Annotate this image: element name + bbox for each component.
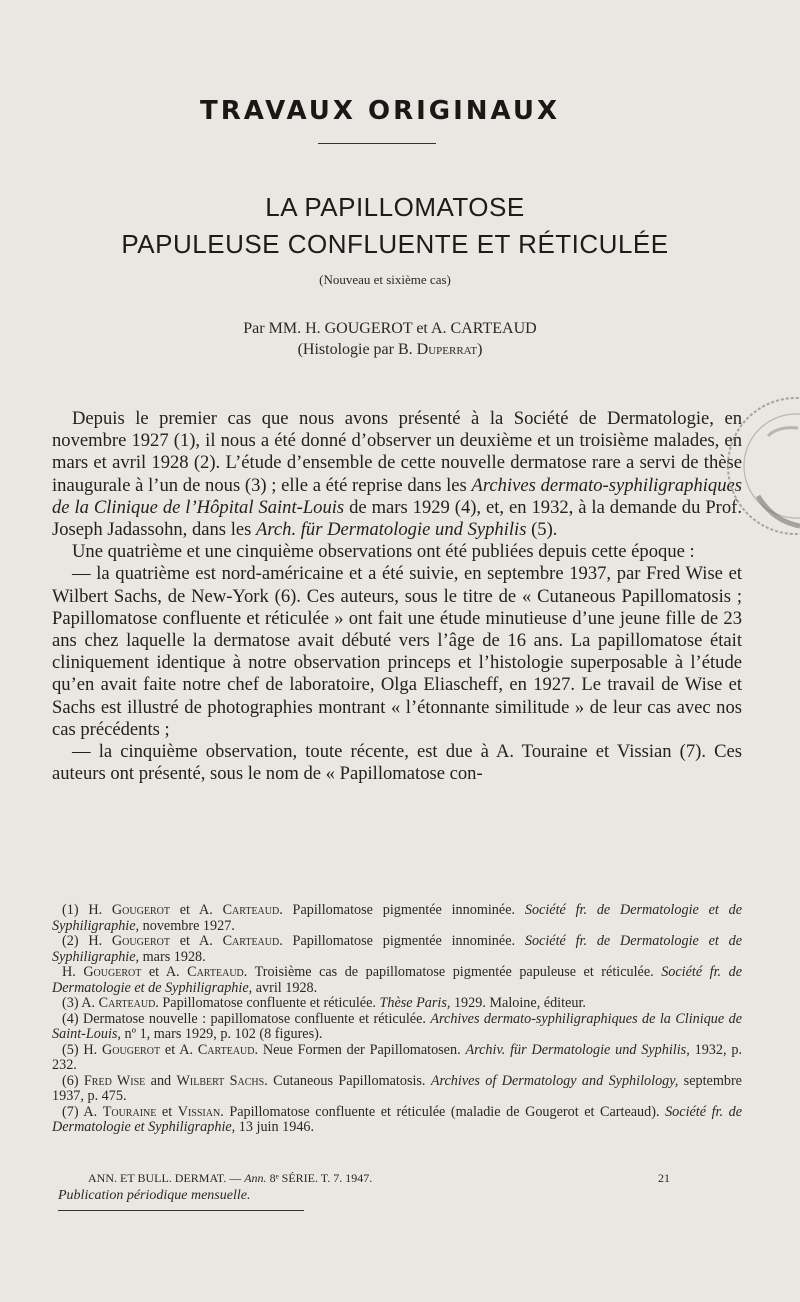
footnote-run: Gougerot (111, 933, 170, 949)
paragraph-observations: Une quatrième et une cinquième observations ont été publiées depuis cette époque : (72, 541, 695, 563)
running-footer (88, 1171, 670, 1186)
footnote-run: . Papillomatose pigmentée innominée. (279, 933, 525, 949)
author-prefix: Par MM. H. (243, 320, 325, 337)
paragraph-fifth-case: — la cinquième observation, toute récente, est due à A. Touraine et Vissian (7). Ces auteurs ont présenté, sous le nom de « Papillomatose con- (52, 741, 742, 785)
histology-author: Duperrat (416, 341, 478, 358)
footnote-run: Société fr. de Dermatologie et de Syphiligraphie, (52, 964, 742, 996)
footnotes (52, 903, 742, 1136)
footnote (52, 1012, 742, 1043)
author-line (0, 318, 780, 339)
histology-prefix: (Histologie par B. (297, 341, 417, 358)
footnote-run: . Papillomatose confluente et réticulée. (155, 995, 380, 1011)
footnote-run: Gougerot (111, 902, 170, 918)
footnote (52, 934, 742, 965)
article-body (52, 408, 742, 785)
author-gougerot: GOUGEROT (324, 320, 413, 337)
article-subtitle: (Nouveau et sixième cas) (319, 272, 451, 287)
footnote-run: Archives of Dermatology and Syphilology, (430, 1072, 679, 1089)
intro-run: de mars 1929 (4), et, en 1932, à la demande du Prof. Joseph Jadassohn, dans les (52, 496, 742, 541)
running-footer-series: 8ᵉ SÉRIE. T. 7. 1947. (266, 1171, 373, 1185)
paragraph-intro (52, 408, 742, 541)
footnote-run: et (156, 1103, 178, 1120)
footnote-run: et A. (160, 1041, 198, 1058)
footnote-run: et A. (169, 933, 223, 949)
footnote-run: (6) (62, 1072, 84, 1089)
footnote-run: Société fr. de Dermatologie et de Syphiligraphie, (52, 902, 743, 934)
histology-suffix: ) (477, 341, 483, 358)
footnote-run: 1932, p. 232. (52, 1041, 742, 1073)
footnote-run: Carteaud (197, 1041, 255, 1058)
footnote-run: septembre 1937, p. 475. (52, 1072, 742, 1104)
footnote-run: Carteaud (222, 933, 280, 949)
author-join: et A. (412, 320, 451, 337)
histology-line (0, 339, 780, 360)
running-footer-ann: Ann. (244, 1171, 267, 1185)
footnote-run: Société fr. de Dermatologie et de Syphiligraphie, (52, 933, 743, 965)
footnote-run: . Neue Formen der Papillomatosen. (254, 1041, 466, 1058)
publication-rule (58, 1210, 304, 1211)
article-title-line-1: LA PAPILLOMATOSE (265, 192, 525, 222)
footnote-run: Carteaud (98, 995, 156, 1011)
footnote-run: Wilbert Sachs (176, 1072, 265, 1089)
library-stamp-icon (718, 376, 800, 566)
paragraph-fourth-case: — la quatrième est nord-américaine et a été suivie, en septembre 1937, par Fred Wise et Wilbert Sachs, de New-York (6). Ces auteurs, sous le titre de « Cutaneous Papillomatosis ; Papillomatose confluente et réticulée » ont fait une étude minutieuse d’une jeune fille de 23 ans chez laquelle la dermatose avait débuté vers l’âge de 16 ans. La papillomatose était cliniquement identique à notre observation princeps et l’histologie superposable à l’étude qu’en avait faite notre chef de laboratoire, Olga Eliascheff, en 1927. Le travail de Wise et Sachs est illustré de photographies montrant « l’étonnante similitude » de leur cas avec nos cas précédents ; (52, 563, 742, 740)
footnote-run: nº 1, mars 1929, p. 102 (8 figures). (120, 1026, 323, 1042)
publication-note: Publication périodique mensuelle. (58, 1188, 251, 1203)
footnote (52, 1043, 742, 1074)
footnote (52, 1105, 742, 1136)
footnote-run: mars 1928. (139, 948, 206, 965)
footnote-run: . Cutaneous Papillomatosis. (264, 1072, 431, 1089)
article-title-line-2: PAPULEUSE CONFLUENTE ET RÉTICULÉE (121, 229, 669, 259)
footnote-run: H. (62, 964, 84, 980)
footnote (52, 996, 742, 1012)
footnote (52, 903, 742, 934)
footnote-run: Carteaud (222, 902, 280, 918)
footnote-run: Thèse Paris, (379, 995, 451, 1011)
author-carteaud: CARTEAUD (450, 320, 537, 337)
footnote-run: avril 1928. (252, 979, 318, 996)
footnote-run: (1) H. (62, 902, 112, 918)
footnote-run: Gougerot (83, 964, 142, 980)
footnote-run: Archives dermato-syphiligraphiques de la Clinique de Saint-Louis, (52, 1010, 743, 1042)
footnote-run: 1929. Maloine, éditeur. (450, 995, 586, 1011)
page-number: 21 (658, 1171, 670, 1185)
footnote-run: Vissian (177, 1103, 221, 1120)
footnote-run: et A. (169, 902, 223, 918)
footnote-run: (7) A. (62, 1103, 103, 1120)
footnote-run: Archiv. für Dermatologie und Syphilis, (465, 1041, 690, 1058)
author-block (0, 318, 780, 360)
footnote-run: (5) H. (62, 1041, 103, 1058)
footnote-run: Carteaud (187, 964, 244, 980)
footnote-run: 13 juin 1946. (235, 1119, 315, 1135)
heading-rule (318, 143, 436, 144)
footnote-run: Fred Wise (83, 1072, 146, 1089)
footnote-run: . Papillomatose pigmentée innominée. (279, 902, 525, 918)
intro-run: Archives dermato-syphiligraphiques de la Clinique de l’Hôpital Saint-Louis (52, 474, 742, 518)
footnote-run: Société fr. de Dermatologie et Syphiligraphie, (52, 1103, 742, 1135)
footnote (52, 965, 742, 996)
footnote-run: et A. (141, 964, 188, 980)
running-footer-journal: ANN. ET BULL. DERMAT. — (88, 1171, 245, 1185)
footnote-run: . Troisième cas de papillomatose pigmentée papuleuse et réticulée. (243, 964, 662, 980)
footnote-run: (2) H. (62, 933, 112, 949)
footnote (52, 1074, 742, 1105)
footnote-run: (4) Dermatose nouvelle : papillomatose confluente et réticulée. (62, 1010, 431, 1027)
footnote-run: Gougerot (102, 1041, 161, 1058)
footnote-run: (3) A. (62, 995, 99, 1011)
intro-run: (5). (526, 519, 558, 541)
footnote-run: . Papillomatose confluente et réticulée (maladie de Gougerot et Carteaud). (220, 1103, 666, 1120)
footnote-run: and (145, 1072, 177, 1089)
intro-run: Depuis le premier cas que nous avons présenté à la Société de Dermatologie, en novembre 1927 (1), il nous a été donné d’observer un deuxième et un troisième malades, en mars et avril 1928 (2). L’étude d’ensemble de cette nouvelle dermatose rare a servi de thèse inaugurale à l’un de nous (3) ; elle a été reprise dans les (52, 408, 742, 496)
footnote-run: Touraine (102, 1103, 157, 1120)
footnote-run: novembre 1927. (139, 917, 235, 934)
section-heading: TRAVAUX ORIGINAUX (199, 96, 561, 126)
intro-run: Arch. für Dermatologie und Syphilis (256, 519, 527, 541)
